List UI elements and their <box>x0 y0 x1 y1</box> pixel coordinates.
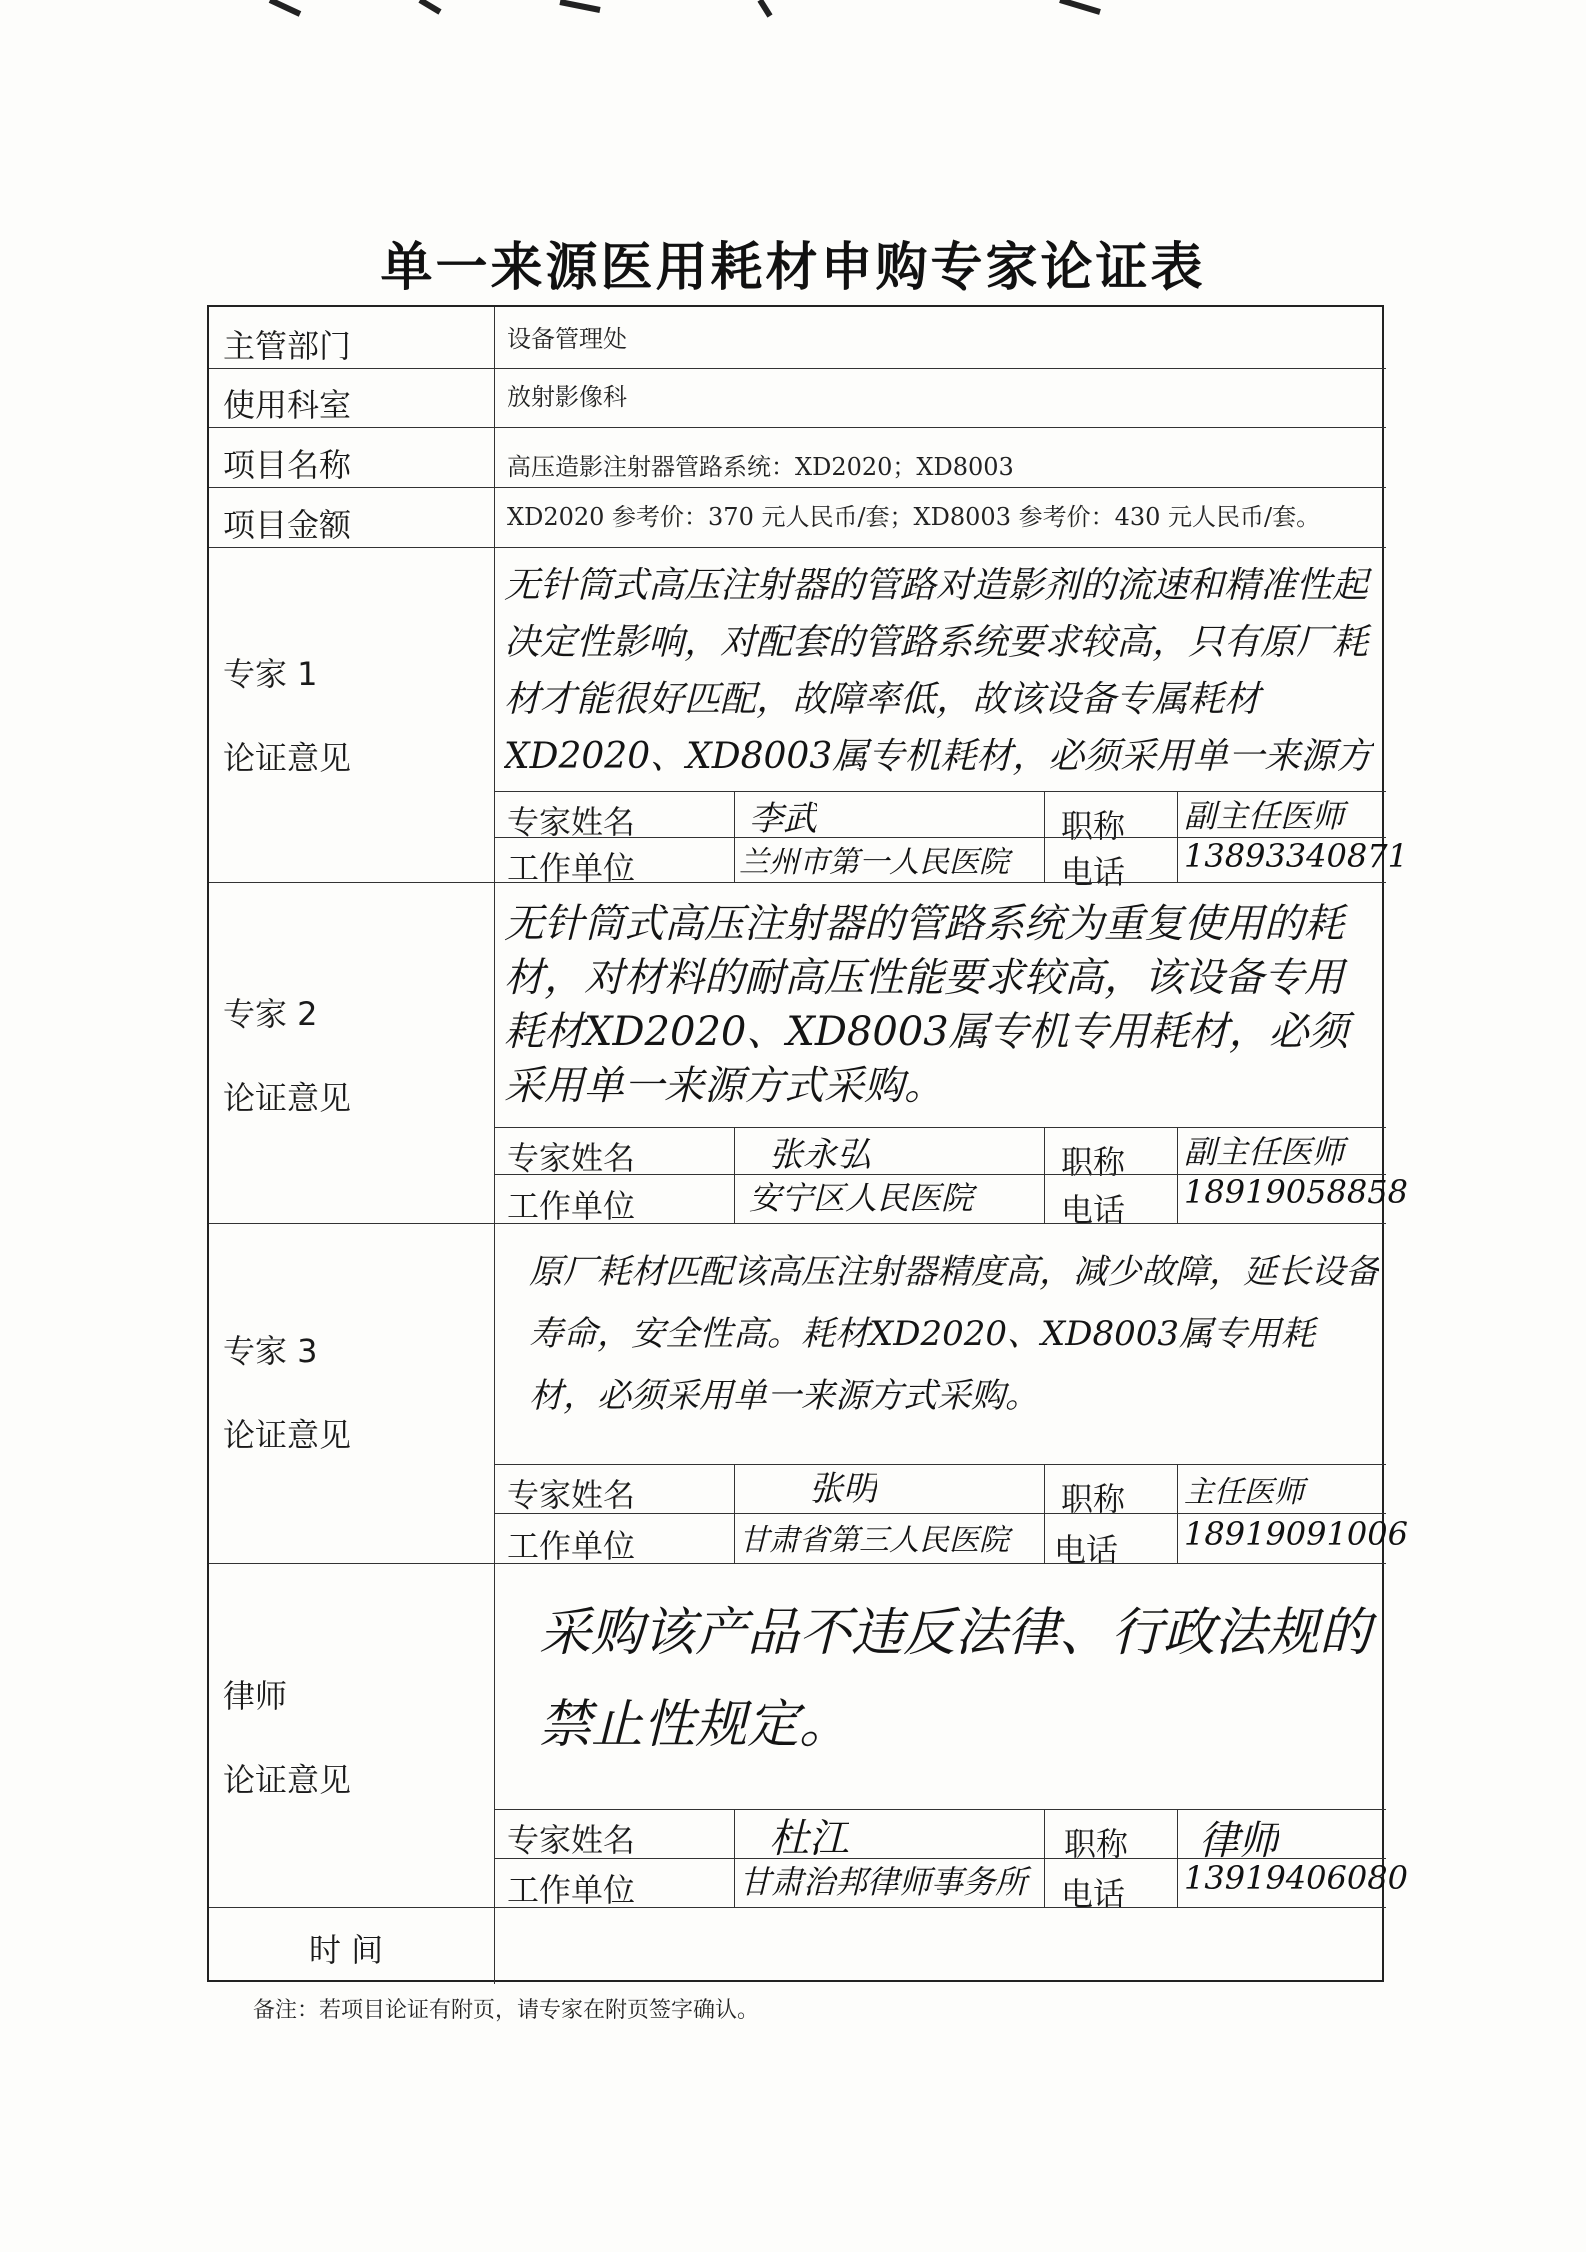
form-title: 单一来源医用耗材申购专家论证表 <box>380 238 1206 298</box>
expert-2-name-label: 专家姓名 <box>507 1139 636 1177</box>
lawyer-phone-label: 电话 <box>1061 1875 1126 1913</box>
project-amount-value: XD2020 参考价：370 元人民币/套；XD8003 参考价：430 元人民币/套。 <box>507 503 1321 531</box>
expert-3-phone-label: 电话 <box>1054 1531 1119 1569</box>
expert-1-title-label: 职称 <box>1061 807 1126 845</box>
expert-1-phone-label: 电话 <box>1061 853 1126 891</box>
scan-top-edge-marks <box>0 0 1586 20</box>
expert-1-name: 李武 <box>749 799 817 839</box>
expert-3-phone: 18919091006 <box>1184 1515 1408 1553</box>
project-name-value: 高压造影注射器管路系统：XD2020；XD8003 <box>507 453 1014 481</box>
expert-3-name-label: 专家姓名 <box>507 1476 636 1514</box>
expert-3-title-label: 职称 <box>1061 1480 1126 1518</box>
expert-2-title-label: 职称 <box>1061 1143 1126 1181</box>
expert-1-heading-block <box>223 632 351 800</box>
lawyer-phone: 13919406080 <box>1184 1859 1408 1897</box>
expert-1-opinion: 无针筒式高压注射器的管路对造影剂的流速和精准性起决定性影响，对配套的管路系统要求较高，只有原厂耗材才能很好匹配，故障率低，故该设备专属耗材XD2020、XD8003属专机耗材，必须采用单一来源方 <box>504 565 1373 777</box>
lawyer-name-label: 专家姓名 <box>507 1821 636 1859</box>
lawyer-opinion: 采购该产品不违反法律、行政法规的禁止性规定。 <box>539 1603 1372 1755</box>
lawyer-unit-label: 工作单位 <box>507 1871 636 1909</box>
expert-3-opinion: 原厂耗材匹配该高压注射器精度高，减少故障，延长设备寿命，安全性高。耗材XD2020、XD8003属专用耗材，必须采用单一来源方式采购。 <box>529 1252 1379 1416</box>
lawyer-unit: 甘肃治邦律师事务所 <box>739 1863 1028 1901</box>
expert-1-phone: 13893340871 <box>1184 837 1408 875</box>
expert-2-phone: 18919058858 <box>1184 1173 1408 1211</box>
expert-2-heading: 专家 2 <box>223 995 318 1033</box>
project-amount-label: 项目金额 <box>223 506 352 544</box>
expert-1-name-label: 专家姓名 <box>507 803 636 841</box>
using-dept-label: 使用科室 <box>223 386 352 424</box>
lawyer-heading-block <box>223 1654 351 1822</box>
expert-1-unit-label: 工作单位 <box>507 849 636 887</box>
expert-2-unit-label: 工作单位 <box>507 1187 636 1225</box>
expert-2-heading-block <box>223 972 351 1140</box>
lawyer-title-label: 职称 <box>1064 1825 1129 1863</box>
dept-value: 设备管理处 <box>507 325 627 353</box>
lawyer-title: 律师 <box>1199 1818 1279 1864</box>
lawyer-opinion-label: 论证意见 <box>223 1761 352 1799</box>
expert-3-unit: 甘肃省第三人民医院 <box>739 1523 1009 1558</box>
expert-2-opinion-label: 论证意见 <box>223 1079 352 1117</box>
expert-1-opinion-label: 论证意见 <box>223 739 352 777</box>
expert-3-unit-label: 工作单位 <box>507 1527 636 1565</box>
expert-3-heading: 专家 3 <box>223 1332 318 1370</box>
expert-1-unit: 兰州市第一人民医院 <box>739 845 1009 880</box>
expert-2-name: 张永弘 <box>769 1135 871 1175</box>
expert-3-opinion-label: 论证意见 <box>223 1416 352 1454</box>
expert-3-title: 主任医师 <box>1184 1475 1304 1510</box>
footnote: 备注：若项目论证有附页，请专家在附页签字确认。 <box>253 1998 760 2023</box>
dept-label: 主管部门 <box>223 327 352 365</box>
using-dept-value: 放射影像科 <box>507 383 627 411</box>
expert-1-heading: 专家 1 <box>223 655 318 693</box>
expert-3-heading-block <box>223 1309 351 1477</box>
project-name-label: 项目名称 <box>223 446 352 484</box>
expert-2-unit: 安宁区人民医院 <box>749 1179 974 1217</box>
expert-3-name: 张明 <box>809 1469 877 1509</box>
expert-1-title: 副主任医师 <box>1184 797 1345 835</box>
expert-2-opinion: 无针筒式高压注射器的管路系统为重复使用的耗材，对材料的耐高压性能要求较高，该设备专用耗材XD2020、XD8003属专机专用耗材，必须采用单一来源方式采购。 <box>504 901 1349 1109</box>
expert-2-title: 副主任医师 <box>1184 1133 1345 1171</box>
lawyer-heading: 律师 <box>223 1677 288 1715</box>
expert-2-phone-label: 电话 <box>1061 1191 1126 1229</box>
time-value <box>499 1912 1379 1980</box>
lawyer-name: 杜江 <box>769 1816 849 1862</box>
time-label: 时 间 <box>309 1931 384 1969</box>
expert-review-form <box>207 305 1408 1982</box>
